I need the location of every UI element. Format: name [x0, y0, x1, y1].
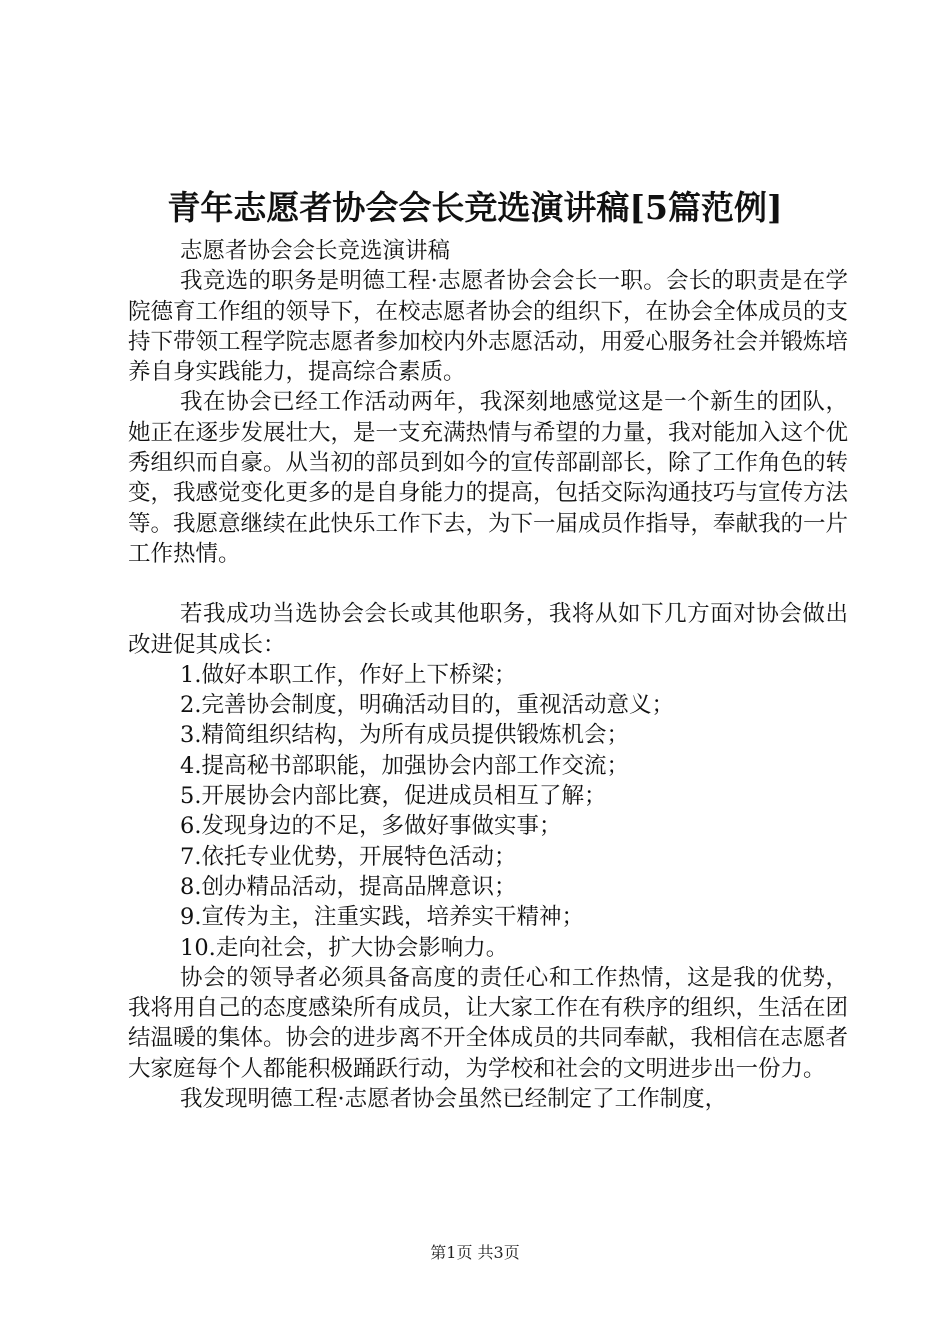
list-item: 8.创办精品活动，提高品牌意识； [180, 873, 517, 900]
list-item: 3.精简组织结构，为所有成员提供锻炼机会； [180, 722, 629, 749]
paragraph: 若我成功当选协会会长或其他职务，我将从如下几方面对协会做出改进促其成长： [128, 601, 848, 658]
subtitle: 志愿者协会会长竞选演讲稿 [180, 238, 451, 264]
page-footer: 第1页 共3页 [430, 1243, 520, 1262]
document-title: 青年志愿者协会会长竞选演讲稿[5篇范例] [167, 188, 783, 227]
paragraph: 我发现明德工程·志愿者协会虽然已经制定了工作制度， [180, 1086, 728, 1113]
list-item: 5.开展协会内部比赛，促进成员相互了解； [180, 783, 607, 810]
list-item: 9.宣传为主，注重实践，培养实干精神； [180, 904, 584, 931]
paragraph-gap [128, 569, 848, 599]
paragraph: 我在协会已经工作活动两年，我深刻地感觉这是一个新生的团队，她正在逐步发展壮大，是一支充满热情与希望的力量，我对能加入这个优秀组织而自豪。从当初的部员到如今的宣传部副部长，除了工作角色的转变，我感觉变化更多的是自身能力的提高，包括交际沟通技巧与宣传方法等。我愿意继续在此快乐工作下去，为下一届成员作指导，奉献我的一片工作热情。 [128, 389, 849, 567]
list-item: 10.走向社会，扩大协会影响力。 [180, 934, 509, 961]
list-item: 6.发现身边的不足，多做好事做实事； [180, 813, 562, 840]
list-item: 4.提高秘书部职能，加强协会内部工作交流； [180, 752, 629, 779]
document-body [128, 236, 848, 1114]
list-item: 7.依托专业优势，开展特色活动； [180, 843, 517, 870]
paragraph: 协会的领导者必须具备高度的责任心和工作热情，这是我的优势，我将用自己的态度感染所有成员，让大家工作在有秩序的组织，生活在团结温暖的集体。协会的进步离不开全体成员的共同奉献，我相信在志愿者大家庭每个人都能积极踊跃行动，为学校和社会的文明进步出一份力。 [128, 964, 849, 1082]
list-item: 2.完善协会制度，明确活动目的，重视活动意义； [180, 692, 674, 719]
list-item: 1.做好本职工作，作好上下桥梁； [180, 661, 517, 688]
paragraph: 我竞选的职务是明德工程·志愿者协会会长一职。会长的职责是在学院德育工作组的领导下，在校志愿者协会的组织下，在协会全体成员的支持下带领工程学院志愿者参加校内外志愿活动，用爱心服务社会并锻炼培养自身实践能力，提高综合素质。 [128, 268, 849, 386]
